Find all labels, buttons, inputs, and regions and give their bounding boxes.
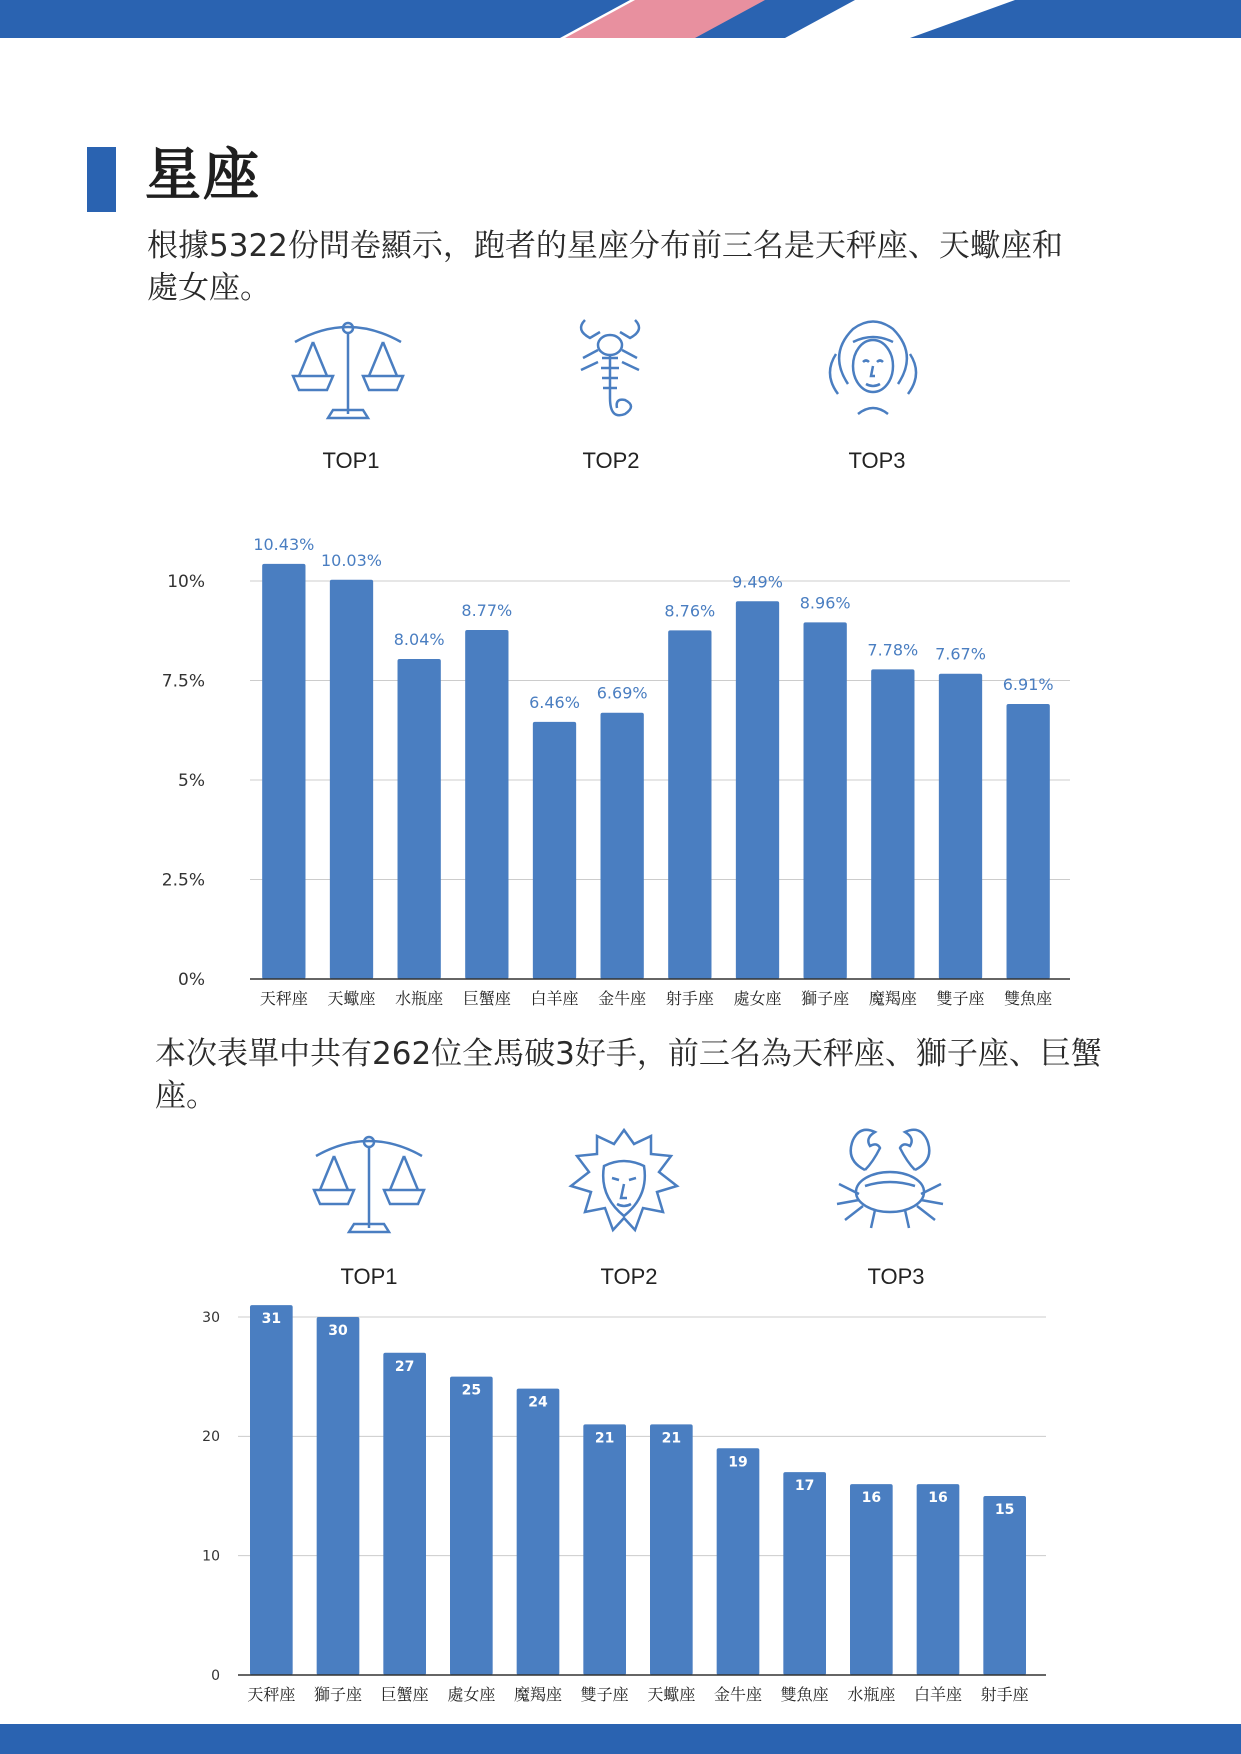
- x-tick-label: 水瓶座: [395, 989, 444, 1008]
- data-label: 10.03%: [320, 550, 383, 570]
- x-tick-label: 獅子座: [313, 1685, 363, 1704]
- top-decor-bar: [0, 0, 1241, 38]
- section-title: 星座: [145, 143, 261, 208]
- x-tick-label: 巨蟹座: [462, 989, 511, 1008]
- x-tick-label: 處女座: [733, 989, 782, 1008]
- x-tick-label: 魔羯座: [513, 1685, 563, 1704]
- bar: [450, 1377, 493, 1675]
- bar: [804, 622, 847, 979]
- bar: [601, 713, 644, 979]
- bar: [668, 630, 711, 979]
- data-label: 7.67%: [935, 644, 986, 664]
- x-tick-label: 雙子座: [936, 989, 985, 1008]
- x-tick-label: 金牛座: [598, 989, 647, 1008]
- leo-icon: [559, 1126, 689, 1246]
- x-tick-label: 金牛座: [713, 1685, 763, 1704]
- cancer-icon: [825, 1120, 955, 1240]
- data-label: 27: [394, 1358, 415, 1375]
- scorpio-icon: [545, 310, 675, 430]
- bar: [250, 1305, 293, 1675]
- libra-icon: [283, 314, 413, 434]
- x-tick-label: 獅子座: [801, 989, 850, 1008]
- top2-label: TOP2: [600, 1264, 658, 1289]
- data-label: 21: [661, 1430, 682, 1447]
- data-label: 15: [994, 1502, 1015, 1518]
- data-label: 6.46%: [529, 692, 580, 712]
- zodiac-percentage-chart: [0, 520, 1241, 1020]
- sub-intro-text: 本次表單中共有262位全馬破3好手，前三名為天秤座、獅子座、巨蟹座。: [155, 1036, 1102, 1114]
- top1-label: TOP1: [322, 448, 380, 473]
- data-label: 6.69%: [596, 683, 648, 703]
- libra-icon: [304, 1128, 434, 1248]
- top1-label: TOP1: [340, 1264, 398, 1289]
- y-tick-label: 0: [211, 1667, 220, 1684]
- bar: [465, 630, 508, 979]
- data-label: 9.49%: [732, 572, 783, 592]
- bar: [383, 1353, 426, 1675]
- y-tick-label: 2.5%: [161, 870, 205, 891]
- data-label: 10.43%: [253, 534, 315, 554]
- data-label: 8.76%: [664, 601, 716, 621]
- bar: [533, 722, 576, 979]
- y-tick-label: 10%: [167, 571, 205, 592]
- y-tick-label: 0%: [178, 969, 205, 990]
- data-label: 17: [794, 1478, 815, 1495]
- bar: [517, 1389, 560, 1675]
- data-label: 31: [261, 1311, 282, 1328]
- data-label: 30: [328, 1323, 348, 1339]
- virgo-icon: [808, 314, 938, 434]
- x-tick-label: 巨蟹座: [380, 1685, 429, 1704]
- data-label: 7.78%: [867, 640, 919, 660]
- x-tick-label: 射手座: [665, 989, 714, 1008]
- data-label: 8.77%: [461, 600, 513, 620]
- x-tick-label: 天秤座: [247, 1685, 296, 1704]
- bar: [398, 659, 441, 979]
- bar: [850, 1484, 893, 1675]
- top3-label: TOP3: [848, 448, 906, 473]
- data-label: 19: [728, 1454, 748, 1471]
- data-label: 21: [594, 1430, 615, 1447]
- data-label: 16: [928, 1490, 948, 1507]
- top3-label: TOP3: [867, 1264, 925, 1289]
- bar: [983, 1496, 1026, 1675]
- bar: [871, 669, 914, 979]
- x-tick-label: 天蠍座: [647, 1685, 696, 1704]
- bar: [917, 1484, 960, 1675]
- y-tick-label: 10: [202, 1548, 220, 1565]
- x-tick-label: 雙子座: [580, 1685, 629, 1704]
- data-label: 16: [861, 1490, 882, 1507]
- x-tick-label: 水瓶座: [847, 1685, 896, 1704]
- y-tick-label: 5%: [178, 770, 205, 791]
- title-accent-mark: [87, 147, 116, 212]
- x-tick-label: 白羊座: [530, 989, 579, 1008]
- bar: [783, 1472, 826, 1675]
- bar: [330, 580, 373, 979]
- data-label: 6.91%: [1002, 674, 1054, 694]
- x-tick-label: 射手座: [980, 1685, 1029, 1704]
- bar: [717, 1448, 760, 1675]
- bar: [939, 674, 982, 979]
- bar: [262, 564, 305, 979]
- y-tick-label: 30: [202, 1309, 220, 1326]
- x-tick-label: 天蠍座: [327, 989, 376, 1008]
- y-tick-label: 20: [202, 1429, 220, 1446]
- bar: [583, 1424, 626, 1675]
- top2-label: TOP2: [582, 448, 640, 473]
- x-tick-label: 雙魚座: [1004, 989, 1053, 1008]
- x-tick-label: 白羊座: [913, 1685, 963, 1704]
- bottom-decor-bar: [0, 1724, 1241, 1754]
- x-tick-label: 天秤座: [259, 989, 308, 1008]
- x-tick-label: 處女座: [447, 1685, 496, 1704]
- bar: [1007, 704, 1050, 979]
- intro-text: 根據5322份問卷顯示，跑者的星座分布前三名是天秤座、天蠍座和處女座。: [147, 228, 1063, 306]
- sub3-count-chart: [0, 1290, 1241, 1720]
- data-label: 24: [528, 1394, 548, 1411]
- data-label: 25: [461, 1382, 482, 1399]
- data-label: 8.04%: [393, 630, 445, 650]
- bar: [317, 1317, 360, 1675]
- data-label: 8.96%: [799, 593, 851, 613]
- bar: [736, 601, 779, 979]
- y-tick-label: 7.5%: [161, 671, 205, 692]
- x-tick-label: 雙魚座: [780, 1685, 829, 1704]
- bar: [650, 1424, 693, 1675]
- x-tick-label: 魔羯座: [868, 989, 917, 1008]
